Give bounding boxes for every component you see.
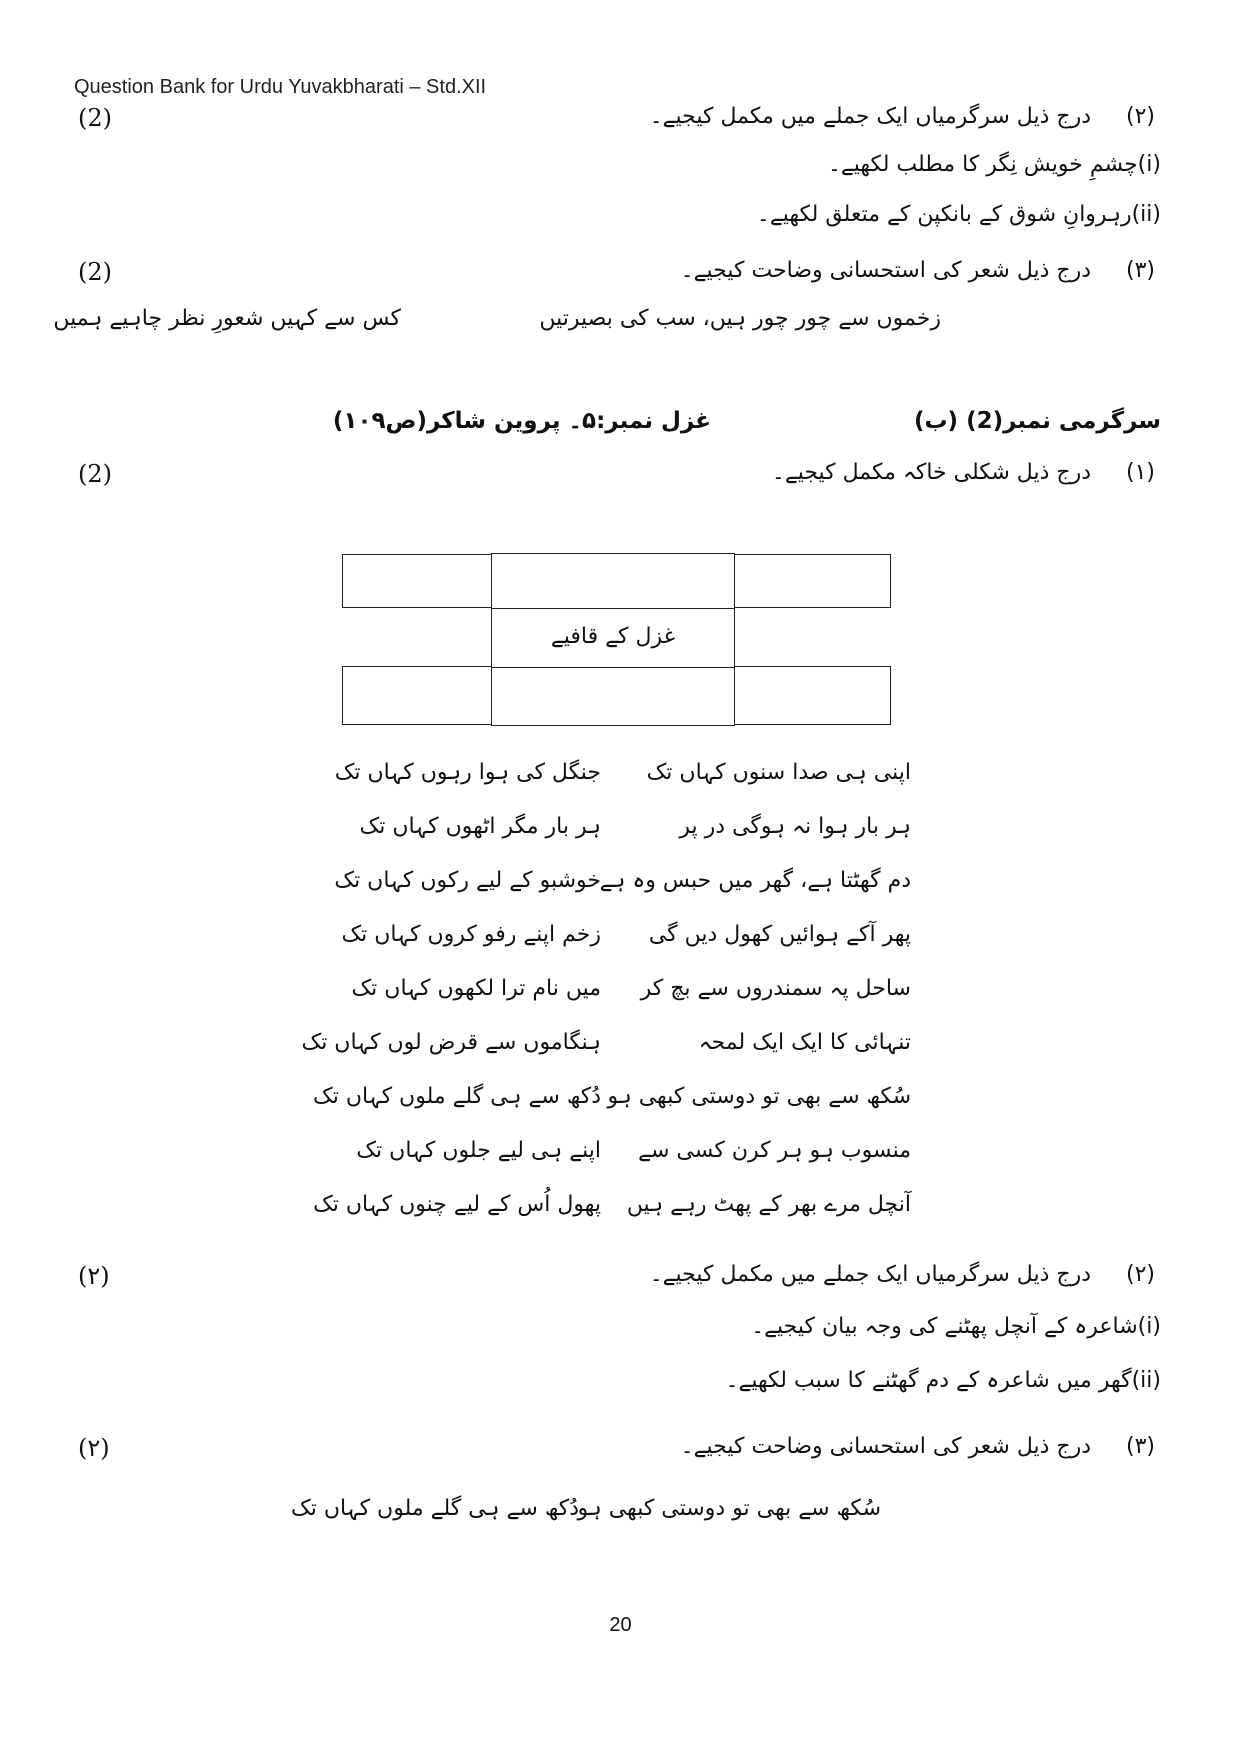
- question-number: (۲): [1125, 1262, 1155, 1287]
- b-q1-marks: (2): [78, 460, 112, 488]
- b-couplet-line-1: سُکھ سے بھی تو دوستی کبھی ہو: [577, 1496, 881, 1521]
- connector-line-bottom: [491, 667, 735, 668]
- diagram-center-label: غزل کے قافیے: [550, 624, 676, 649]
- answer-box-bottom-left: [342, 666, 492, 725]
- b-sub-question-ii: (ii)گھر میں شاعرہ کے دم گھٹنے کا سبب لکھیے۔: [725, 1368, 1161, 1393]
- question-text: درج ذیل شعر کی استحسانی وضاحت کیجیے۔: [680, 258, 1092, 283]
- verse-right-4: پھر آکے ہوائیں کھول دیں گی: [648, 922, 911, 947]
- answer-box-top-right: [734, 554, 891, 608]
- verse-left-3: خوشبو کے لیے رکوں کہاں تک: [334, 868, 601, 893]
- verse-right-7: سُکھ سے بھی تو دوستی کبھی ہو: [607, 1084, 911, 1109]
- q2-marks: (2): [78, 104, 112, 132]
- verse-right-6: تنہائی کا ایک ایک لمحہ: [698, 1030, 911, 1055]
- activity-label: سرگرمی نمبر(2) (ب): [913, 408, 1161, 434]
- question-2: [650, 104, 1155, 129]
- question-number: (۲): [1125, 104, 1155, 129]
- page-header: Question Bank for Urdu Yuvakbharati – Std.XII: [74, 76, 487, 98]
- b-question-1: [772, 460, 1155, 485]
- verse-left-5: میں نام ترا لکھوں کہاں تک: [351, 976, 601, 1001]
- couplet-line-1: زخموں سے چور چور ہیں، سب کی بصیرتیں: [539, 306, 941, 331]
- question-text: درج ذیل سرگرمیاں ایک جملے میں مکمل کیجیے۔: [649, 104, 1092, 129]
- q3-marks: (2): [78, 258, 112, 286]
- question-3: [681, 258, 1155, 283]
- verse-left-4: زخم اپنے رفو کروں کہاں تک: [341, 922, 601, 947]
- b-question-2: [650, 1262, 1155, 1287]
- b-q2-marks: (۲): [78, 1262, 110, 1290]
- question-number: (۱): [1125, 460, 1155, 485]
- b-q3-marks: (۲): [78, 1434, 110, 1462]
- answer-box-bottom-right: [734, 666, 891, 725]
- b-couplet-line-2: دُکھ سے ہی گلے ملوں کہاں تک: [291, 1496, 579, 1521]
- verse-left-7: دُکھ سے ہی گلے ملوں کہاں تک: [313, 1084, 601, 1109]
- verse-left-2: ہر بار مگر اٹھوں کہاں تک: [359, 814, 601, 839]
- page-number: 20: [609, 1614, 632, 1636]
- question-text: درج ذیل شعر کی استحسانی وضاحت کیجیے۔: [680, 1434, 1092, 1459]
- b-sub-question-i: (i)شاعرہ کے آنچل پھٹنے کی وجہ بیان کیجیے۔: [751, 1314, 1161, 1339]
- sub-question-i: (i)چشمِ خویش نِگر کا مطلب لکھیے۔: [828, 152, 1161, 177]
- connector-line-top: [491, 608, 735, 609]
- couplet-line-2: کس سے کہیں شعورِ نظر چاہیے ہمیں: [53, 306, 401, 331]
- verse-right-1: اپنی ہی صدا سنوں کہاں تک: [646, 760, 911, 785]
- verse-right-2: ہر بار ہوا نہ ہوگی در پر: [679, 814, 911, 839]
- sub-question-ii: (ii)رہروانِ شوق کے بانکپن کے متعلق لکھیے۔: [756, 202, 1161, 227]
- question-number: (۳): [1125, 258, 1155, 283]
- verse-right-5: ساحل پہ سمندروں سے بچ کر: [640, 976, 911, 1001]
- verse-right-9: آنچل مرے بھر کے پھٹ رہے ہیں: [626, 1192, 911, 1217]
- question-text: درج ذیل شکلی خاکہ مکمل کیجیے۔: [771, 460, 1092, 485]
- verse-right-8: منسوب ہو ہر کرن کسی سے: [638, 1138, 911, 1163]
- verse-left-1: جنگل کی ہوا رہوں کہاں تک: [334, 760, 601, 785]
- verse-left-9: پھول اُس کے لیے چنوں کہاں تک: [313, 1192, 601, 1217]
- answer-box-top-left: [342, 554, 492, 608]
- ghazal-title: غزل نمبر:۵۔ پروین شاکر(ص۱۰۹): [332, 408, 711, 434]
- verse-left-6: ہنگاموں سے قرض لوں کہاں تک: [301, 1030, 601, 1055]
- question-text: درج ذیل سرگرمیاں ایک جملے میں مکمل کیجیے۔: [649, 1262, 1092, 1287]
- b-question-3: [681, 1434, 1155, 1459]
- verse-right-3: دم گھٹتا ہے، گھر میں حبس وہ ہے: [599, 868, 911, 893]
- verse-left-8: اپنے ہی لیے جلوں کہاں تک: [356, 1138, 601, 1163]
- question-number: (۳): [1125, 1434, 1155, 1459]
